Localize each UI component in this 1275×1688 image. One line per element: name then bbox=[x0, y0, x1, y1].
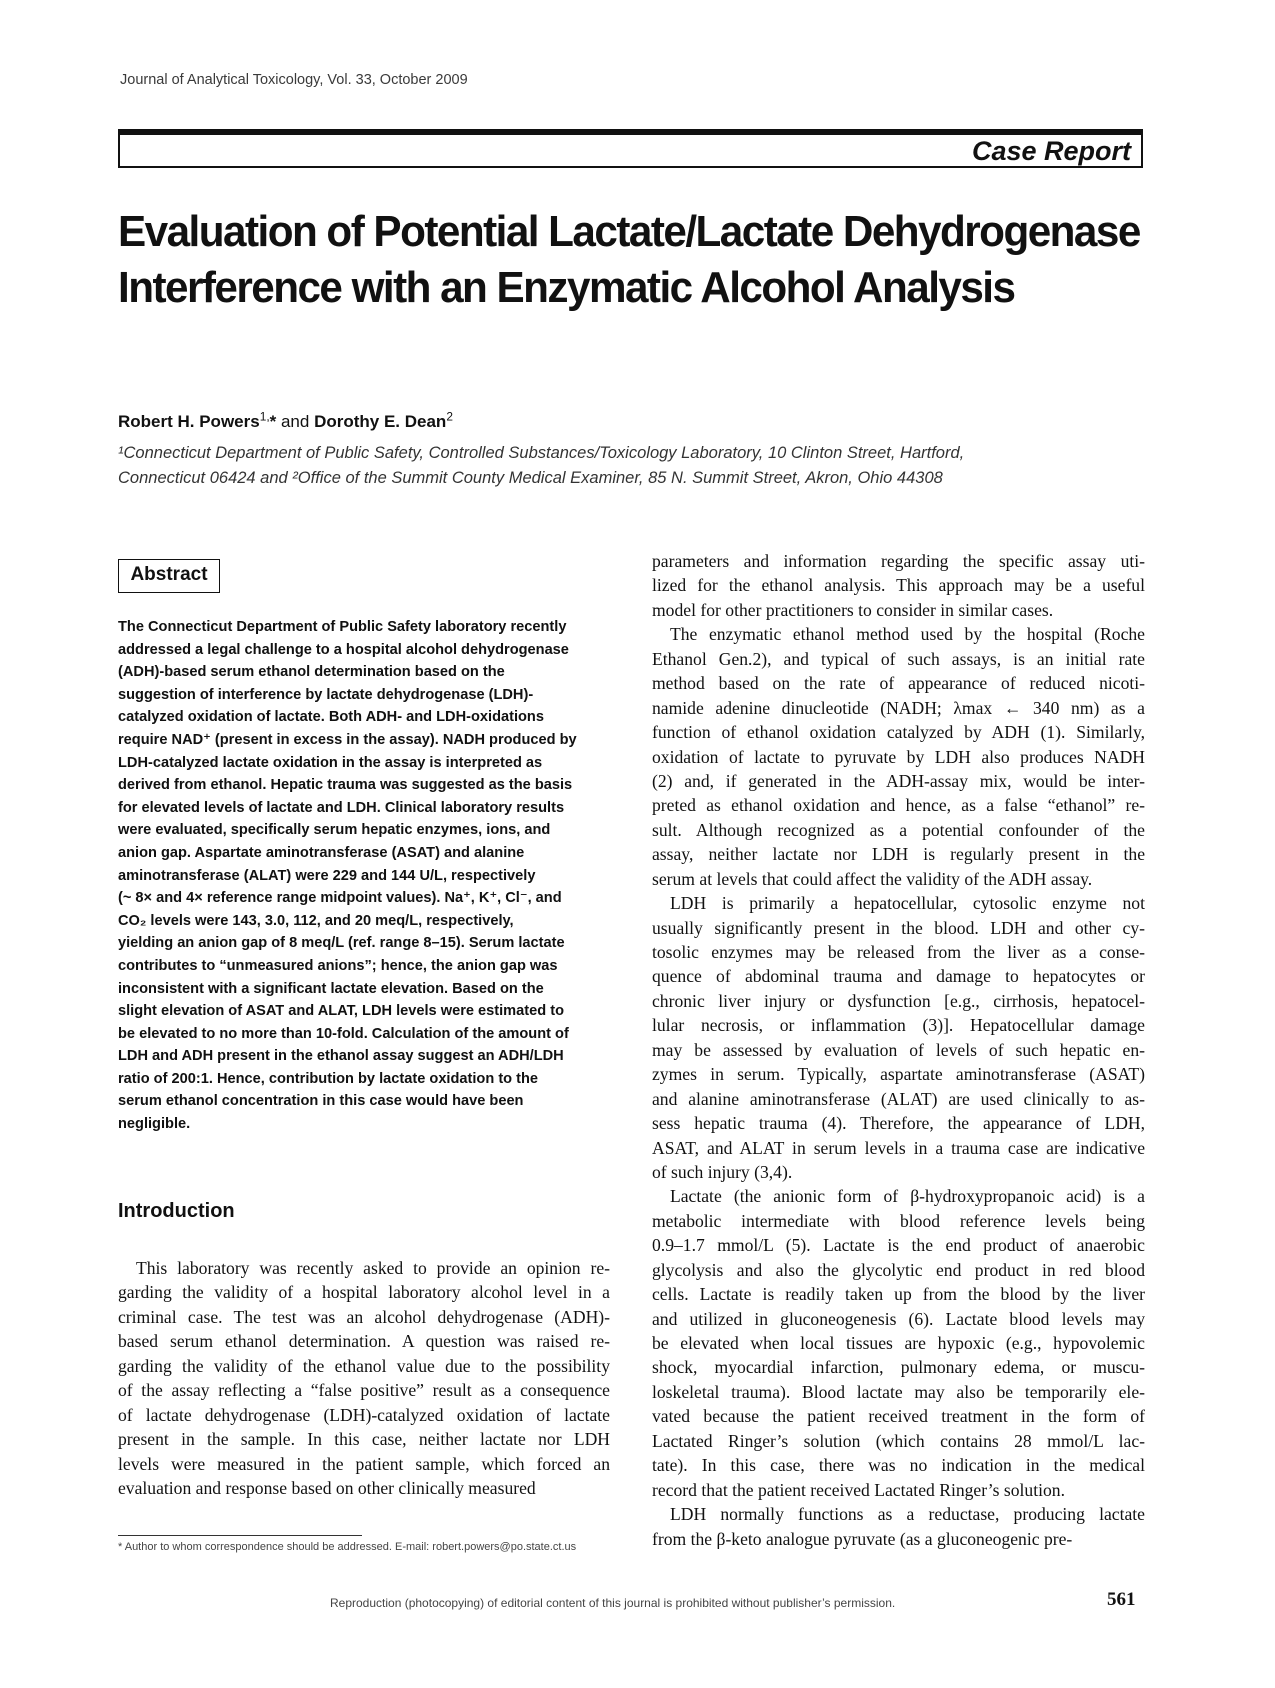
text-line: be elevated when local tissues are hypoxic (e.g., hypovolemic bbox=[652, 1333, 1145, 1353]
text-line: of the assay reflecting a “false positive” result as a consequence bbox=[118, 1380, 610, 1401]
affiliation-line: ¹Connecticut Department of Public Safety, Controlled Substances/Toxicology Laboratory, 10 Clinton Street, Hartford, bbox=[118, 444, 965, 462]
text-line: metabolic intermediate with blood reference levels being bbox=[652, 1210, 1145, 1231]
text-line: LDH normally functions as a reductase, producing lactate bbox=[670, 1504, 1145, 1525]
text-line: assay, neither lactate nor LDH is regularly present in the bbox=[652, 844, 1145, 865]
text-line: for elevated levels of lactate and LDH. Clinical laboratory results bbox=[118, 799, 565, 816]
footnote-rule bbox=[118, 1535, 362, 1536]
text-line: 0.9–1.7 mmol/L (5). Lactate is the end product of anaerobic bbox=[652, 1235, 1145, 1256]
text-line: catalyzed oxidation of lactate. Both ADH- and LDH-oxidations bbox=[118, 709, 544, 726]
affiliation-line: Connecticut 06424 and ²Office of the Summit County Medical Examiner, 85 N. Summit Street, Akron, Ohio 44308 bbox=[118, 469, 943, 487]
text-line: present in the sample. In this case, neither lactate nor LDH bbox=[118, 1429, 610, 1450]
text-line: lized for the ethanol analysis. This approach may be a useful bbox=[652, 575, 1145, 596]
text-line: levels were measured in the patient sample, which forced an bbox=[118, 1453, 610, 1474]
affiliation-mark: 1, bbox=[259, 409, 270, 424]
text-line: and utilized in gluconeogenesis (6). Lactate blood levels may bbox=[652, 1308, 1145, 1329]
text-line: of lactate dehydrogenase (LDH)-catalyzed oxidation of lactate bbox=[118, 1404, 610, 1425]
author-name: Robert H. Powers bbox=[118, 412, 260, 431]
text-line: yielding an anion gap of 8 meq/L (ref. range 8–15). Serum lactate bbox=[118, 935, 565, 952]
text-line: sess hepatic trauma (4). Therefore, the appearance of LDH, bbox=[652, 1113, 1145, 1134]
text-line: LDH and ADH present in the ethanol assay suggest an ADH/LDH bbox=[118, 1048, 564, 1065]
text-line: Lactate (the anionic form of β-hydroxypropanoic acid) is a bbox=[670, 1186, 1145, 1207]
text-line: loskeletal trauma). Blood lactate may also be temporarily ele- bbox=[652, 1381, 1145, 1402]
introduction-body bbox=[118, 1256, 610, 1500]
copyright-notice: Reproduction (photocopying) of editorial content of this journal is prohibited without publisher’s permission. bbox=[330, 1596, 896, 1610]
text-line: tosolic enzymes may be released from the liver as a conse- bbox=[652, 942, 1145, 962]
text-line: be elevated to no more than 10-fold. Calculation of the amount of bbox=[118, 1025, 569, 1042]
text-line: lular necrosis, or inflammation (3)]. Hepatocellular damage bbox=[652, 1015, 1145, 1036]
text-line: preted as ethanol oxidation and hence, as a false “ethanol” re- bbox=[652, 795, 1145, 816]
affiliations bbox=[118, 441, 1178, 491]
text-line: slight elevation of ASAT and ALAT, LDH levels were estimated to bbox=[118, 1003, 564, 1020]
author-conjunction: and bbox=[276, 412, 315, 431]
text-line: evaluation and response based on other clinically measured bbox=[118, 1477, 536, 1498]
text-line: contributes to “unmeasured anions”; hence, the anion gap was bbox=[118, 957, 558, 974]
text-line: and alanine aminotransferase (ALAT) are used clinically to as- bbox=[652, 1088, 1145, 1109]
text-line: require NAD⁺ (present in excess in the assay). NADH produced by bbox=[118, 731, 577, 748]
text-line: method based on the rate of appearance of reduced nicoti- bbox=[652, 673, 1145, 694]
text-line: The Connecticut Department of Public Safety laboratory recently bbox=[118, 619, 567, 635]
text-line: usually significantly present in the blood. LDH and other cy- bbox=[652, 917, 1145, 938]
text-line: tate). In this case, there was no indication in the medical bbox=[652, 1455, 1145, 1476]
text-line: garding the validity of a hospital laboratory alcohol level in a bbox=[118, 1282, 610, 1303]
author-name: Dorothy E. Dean bbox=[314, 412, 447, 431]
title-line: Interference with an Enzymatic Alcohol Analysis bbox=[118, 263, 1015, 312]
text-line: zymes in serum. Typically, aspartate aminotransferase (ASAT) bbox=[652, 1064, 1145, 1085]
text-line: quence of abdominal trauma and damage to hepatocytes or bbox=[652, 966, 1145, 987]
text-line: garding the validity of the ethanol value due to the possibility bbox=[118, 1355, 610, 1376]
text-line: (ADH)-based serum ethanol determination based on the bbox=[118, 664, 505, 681]
page-number: 561 bbox=[1107, 1589, 1136, 1610]
text-line: The enzymatic ethanol method used by the hospital (Roche bbox=[670, 624, 1145, 645]
text-line: addressed a legal challenge to a hospital alcohol dehydrogenase bbox=[118, 641, 569, 658]
corresponding-mark: * bbox=[269, 412, 277, 431]
text-line: vated because the patient received treatment in the form of bbox=[652, 1406, 1145, 1427]
text-line: may be assessed by evaluation of levels of such hepatic en- bbox=[652, 1039, 1145, 1060]
text-line: (2) and, if generated in the ADH-assay mix, would be inter- bbox=[652, 770, 1145, 791]
text-line: criminal case. The test was an alcohol dehydrogenase (ADH)- bbox=[118, 1306, 610, 1327]
text-line: aminotransferase (ALAT) were 229 and 144 U/L, respectively bbox=[118, 867, 536, 884]
text-line: from the β-keto analogue pyruvate (as a gluconeogenic pre- bbox=[652, 1528, 1073, 1549]
author-list bbox=[118, 409, 453, 432]
text-line: parameters and information regarding the specific assay uti- bbox=[652, 551, 1145, 571]
text-line: (~ 8× and 4× reference range midpoint values). Na⁺, K⁺, Cl⁻, and bbox=[118, 890, 562, 907]
text-line: shock, myocardial infarction, pulmonary edema, or muscu- bbox=[652, 1357, 1145, 1378]
introduction-heading: Introduction bbox=[118, 1200, 235, 1222]
section-label: Case Report bbox=[971, 136, 1131, 166]
text-line: serum ethanol concentration in this case would have been bbox=[118, 1093, 524, 1110]
journal-citation: Journal of Analytical Toxicology, Vol. 33, October 2009 bbox=[120, 72, 468, 88]
text-line: CO₂ levels were 143, 3.0, 112, and 20 meq/L, respectively, bbox=[118, 912, 514, 929]
text-line: of such injury (3,4). bbox=[652, 1161, 793, 1182]
text-line: namide adenine dinucleotide (NADH; λmax ← 340 nm) as a bbox=[652, 697, 1145, 718]
text-line: oxidation of lactate to pyruvate by LDH also produces NADH bbox=[652, 746, 1145, 767]
text-line: This laboratory was recently asked to provide an opinion re- bbox=[136, 1258, 610, 1278]
text-line: Lactated Ringer’s solution (which contains 28 mmol/L lac- bbox=[652, 1430, 1145, 1451]
text-line: glycolysis and also the glycolytic end product in red blood bbox=[652, 1259, 1145, 1280]
text-line: ratio of 200:1. Hence, contribution by lactate oxidation to the bbox=[118, 1070, 539, 1087]
text-line: function of ethanol oxidation catalyzed by ADH (1). Similarly, bbox=[652, 722, 1145, 743]
text-line: based serum ethanol determination. A question was raised re- bbox=[118, 1331, 610, 1352]
text-line: record that the patient received Lactated Ringer’s solution. bbox=[652, 1479, 1065, 1500]
text-line: Ethanol Gen.2), and typical of such assays, is an initial rate bbox=[652, 648, 1145, 669]
text-line: were evaluated, specifically serum hepatic enzymes, ions, and bbox=[118, 822, 551, 839]
abstract-heading: Abstract bbox=[118, 559, 220, 593]
text-line: ASAT, and ALAT in serum levels in a trauma case are indicative bbox=[652, 1137, 1145, 1158]
text-line: LDH is primarily a hepatocellular, cytosolic enzyme not bbox=[670, 893, 1145, 914]
abstract-body bbox=[118, 616, 606, 1136]
text-line: model for other practitioners to consider in similar cases. bbox=[652, 599, 1054, 620]
section-banner bbox=[118, 132, 1143, 168]
text-line: derived from ethanol. Hepatic trauma was suggested as the basis bbox=[118, 777, 573, 794]
title-line: Evaluation of Potential Lactate/Lactate Dehydrogenase bbox=[118, 207, 1140, 256]
text-line: serum at levels that could affect the validity of the ADH assay. bbox=[652, 868, 1093, 889]
article-title bbox=[118, 204, 1140, 316]
right-column-body bbox=[652, 549, 1145, 1551]
text-line: negligible. bbox=[118, 1116, 191, 1133]
text-line: anion gap. Aspartate aminotransferase (ASAT) and alanine bbox=[118, 844, 525, 861]
text-line: suggestion of interference by lactate dehydrogenase (LDH)- bbox=[118, 686, 534, 703]
affiliation-mark: 2 bbox=[446, 409, 453, 424]
text-line: cells. Lactate is readily taken up from the blood by the liver bbox=[652, 1284, 1145, 1305]
text-line: sult. Although recognized as a potential confounder of the bbox=[652, 819, 1145, 840]
text-line: LDH-catalyzed lactate oxidation in the assay is interpreted as bbox=[118, 754, 543, 771]
correspondence-footnote: * Author to whom correspondence should be addressed. E-mail: robert.powers@po.state.ct.us bbox=[118, 1541, 577, 1553]
text-line: inconsistent with a significant lactate elevation. Based on the bbox=[118, 980, 544, 997]
text-line: chronic liver injury or dysfunction [e.g., cirrhosis, hepatocel- bbox=[652, 990, 1145, 1011]
